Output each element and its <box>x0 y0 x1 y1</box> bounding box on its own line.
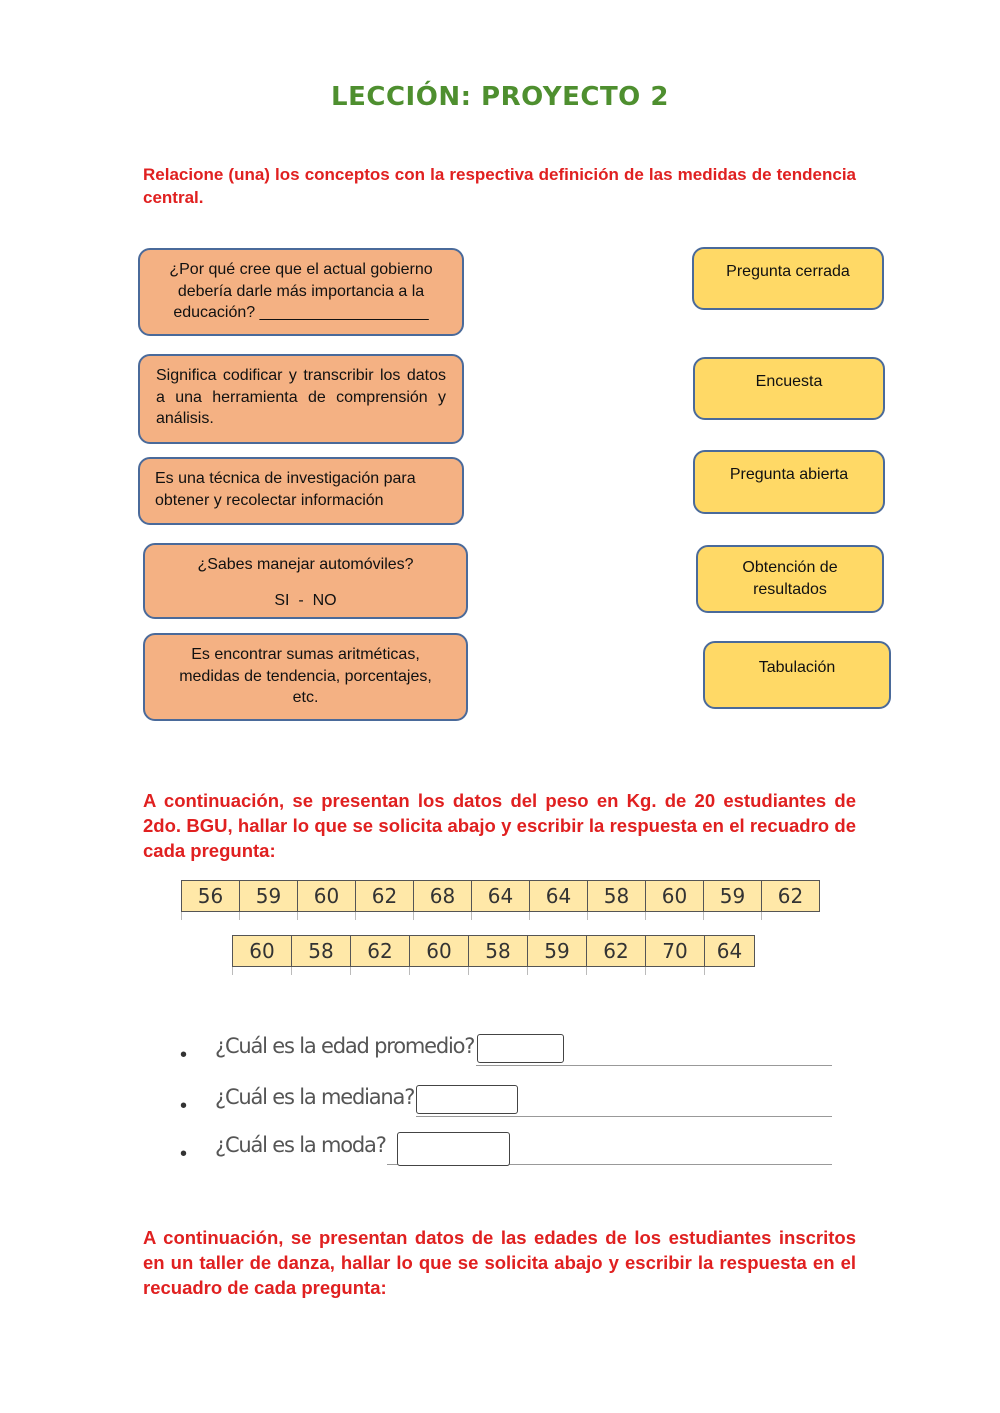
question-text: ¿Cuál es la moda? <box>215 1133 386 1157</box>
concept-card-pregunta-cerrada[interactable] <box>692 247 884 310</box>
question-mean <box>180 1032 832 1066</box>
definition-options: SI - NO <box>274 591 337 609</box>
definition-card-5[interactable] <box>143 633 468 721</box>
question-median <box>180 1083 832 1117</box>
weight-cell: 64 <box>705 936 755 967</box>
weight-cell: 58 <box>292 936 351 967</box>
weight-cell: 59 <box>704 881 762 912</box>
weight-cell: 60 <box>646 881 704 912</box>
weight-cell: 59 <box>528 936 587 967</box>
bullet: • <box>180 1044 188 1066</box>
bullet: • <box>180 1095 188 1117</box>
question-text: ¿Cuál es la edad promedio? <box>215 1034 475 1058</box>
definition-card-3[interactable] <box>138 457 464 525</box>
instruction-weights: A continuación, se presentan los datos del peso en Kg. de 20 estudiantes de 2do. BGU, hallar lo que se solicita abajo y escribir la respuesta en el recuadro de cada pregunta: <box>143 790 856 861</box>
concept-card-encuesta[interactable] <box>693 357 885 420</box>
definition-text: ¿Sabes manejar automóviles? <box>197 556 414 573</box>
question-mode <box>180 1131 832 1165</box>
definition-text: Es una técnica de investigación para obtener y recolectar información <box>155 470 416 509</box>
concept-label: Obtención de resultados <box>742 559 838 598</box>
instruction-match: Relacione (una) los conceptos con la respectiva definición de las medidas de tendencia central. <box>143 165 856 207</box>
weights-table-row1 <box>181 880 820 920</box>
weight-cell: 62 <box>587 936 646 967</box>
weight-cell: 68 <box>414 881 472 912</box>
weight-cell: 60 <box>298 881 356 912</box>
answer-underline <box>416 1116 832 1117</box>
weight-cell: 62 <box>351 936 410 967</box>
concept-card-tabulacion[interactable] <box>703 641 891 709</box>
definition-card-2[interactable] <box>138 354 464 444</box>
weight-cell: 64 <box>472 881 530 912</box>
weight-cell: 64 <box>530 881 588 912</box>
weight-cell: 59 <box>240 881 298 912</box>
question-text: ¿Cuál es la mediana? <box>215 1085 415 1109</box>
definition-text: Significa codificar y transcribir los datos a una herramienta de comprensión y análisis. <box>156 367 446 427</box>
instruction-ages: A continuación, se presentan datos de las edades de los estudiantes inscritos en un taller de danza, hallar lo que se solicita abajo y escribir la respuesta en el recuadro de cada pregunta: <box>143 1227 856 1298</box>
answer-underline <box>476 1065 832 1066</box>
concept-label: Pregunta cerrada <box>726 263 850 280</box>
page-title: LECCIÓN: PROYECTO 2 <box>331 82 669 112</box>
concept-card-pregunta-abierta[interactable] <box>693 450 885 514</box>
concept-label: Encuesta <box>755 373 823 390</box>
weight-cell: 60 <box>233 936 292 967</box>
weight-cell: 62 <box>356 881 414 912</box>
definition-card-4[interactable] <box>143 543 468 619</box>
concept-label: Tabulación <box>758 659 836 676</box>
bullet: • <box>180 1143 188 1165</box>
weight-cell: 70 <box>646 936 705 967</box>
weight-cell: 62 <box>762 881 820 912</box>
weight-cell: 56 <box>182 881 240 912</box>
weights-table-row2 <box>232 935 755 975</box>
weight-cell: 58 <box>469 936 528 967</box>
answer-input-median[interactable] <box>416 1085 518 1114</box>
definition-card-1[interactable] <box>138 248 464 336</box>
weight-cell: 60 <box>410 936 469 967</box>
weight-cell: 58 <box>588 881 646 912</box>
answer-input-mode[interactable] <box>397 1132 510 1166</box>
definition-text: Es encontrar sumas aritméticas, medidas de tendencia, porcentajes, etc. <box>179 646 432 706</box>
answer-input-mean[interactable] <box>477 1034 564 1063</box>
definition-text: ¿Por qué cree que el actual gobierno debería darle más importancia a la educación? ___________________ <box>169 261 433 321</box>
concept-label: Pregunta abierta <box>729 466 849 483</box>
concept-card-obtencion-resultados[interactable] <box>696 545 884 613</box>
